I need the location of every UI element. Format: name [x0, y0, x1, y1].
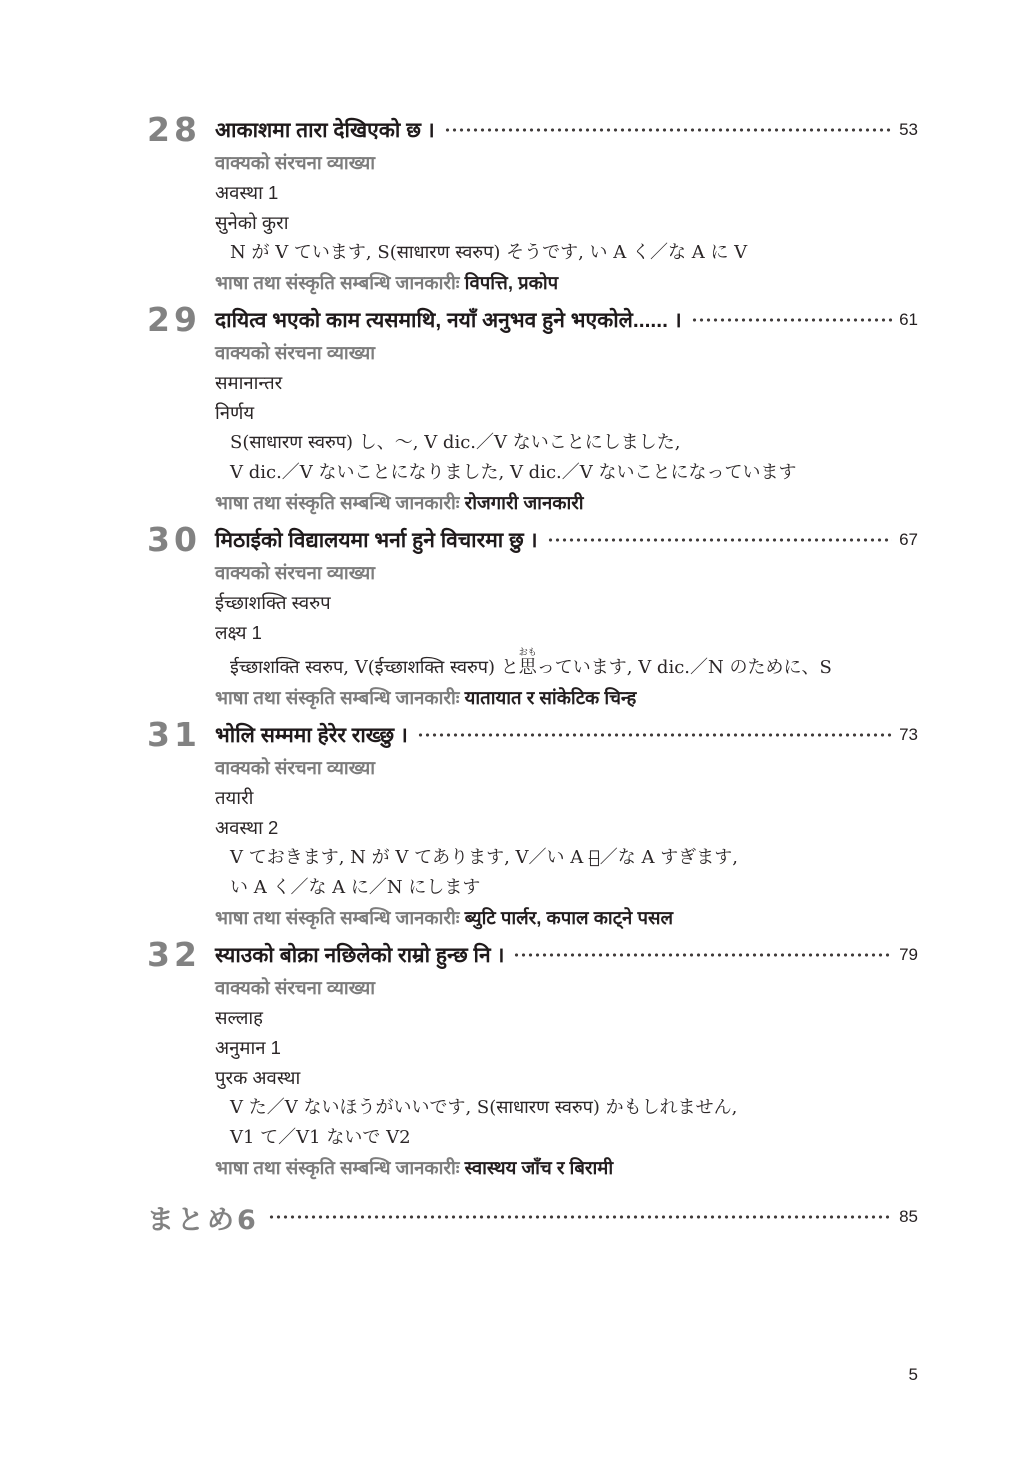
summary-page-number: 85 — [899, 1207, 918, 1226]
culture-info — [215, 903, 918, 933]
topic-label: पुरक अवस्था — [215, 1067, 301, 1088]
grammar-pattern: V1 て／V1 ないで V2 — [230, 1127, 411, 1148]
dotted-leader — [417, 731, 892, 739]
dotted-leader — [444, 126, 892, 134]
entry-content — [215, 717, 918, 933]
toc-entry — [147, 522, 918, 713]
topic-label: सुनेको कुरा — [215, 212, 289, 233]
culture-info-value: स्वास्थय जाँच र बिरामी — [464, 1157, 614, 1178]
pattern-text-pre: ईच्छाशक्ति स्वरुप, V(ईच्छाशक्ति स्वरुप) と — [230, 657, 519, 678]
entry-page-number: 61 — [899, 310, 918, 329]
dotted-leader — [547, 536, 893, 544]
topic-label: निर्णय — [215, 402, 255, 423]
topic-label: अवस्था 1 — [215, 182, 279, 203]
entry-title: भोलि सम्ममा हेरेर राख्छु । — [215, 724, 408, 747]
grammar-pattern — [215, 648, 918, 683]
grammar-pattern: V ておきます, N が V てあります, V／い A い̶／な A すぎます, — [230, 847, 738, 868]
entry-number: 28 — [147, 110, 201, 149]
entry-content — [215, 302, 918, 518]
culture-info — [215, 268, 918, 298]
structure-explanation-label: वाक्यको संरचना व्याख्या — [215, 562, 376, 583]
topic-label: समानान्तर — [215, 372, 283, 393]
entry-page-number: 53 — [899, 120, 918, 139]
culture-info-label: भाषा तथा संस्कृति सम्बन्धि जानकारीः — [215, 1157, 460, 1178]
grammar-pattern: V た／V ないほうがいいです, S(साधारण स्वरुप) かもしれません, — [230, 1097, 738, 1118]
culture-info — [215, 488, 918, 518]
entry-number: 30 — [147, 520, 201, 559]
entry-title: मिठाईको विद्यालयमा भर्ना हुने विचारमा छु । — [215, 529, 538, 552]
entry-number: 31 — [147, 715, 201, 754]
toc-entry — [147, 302, 918, 518]
entry-title-row — [215, 112, 918, 148]
kanji-with-furigana — [518, 648, 537, 678]
entry-content — [215, 522, 918, 713]
entry-content — [215, 937, 918, 1183]
toc-entry — [147, 937, 918, 1183]
topic-label: अनुमान 1 — [215, 1037, 281, 1058]
entry-page-number: 67 — [899, 530, 918, 549]
entry-page-number: 73 — [899, 725, 918, 744]
culture-info-value: ब्युटि पार्लर, कपाल काट्ने पसल — [464, 907, 674, 928]
entry-title: आकाशमा तारा देखिएको छ । — [215, 119, 435, 142]
topic-label: ईच्छाशक्ति स्वरुप — [215, 592, 331, 613]
entry-title-row — [215, 717, 918, 753]
entry-title-row — [215, 302, 918, 338]
grammar-pattern: V dic.／V ないことになりました, V dic.／V ないことになっています — [230, 462, 797, 483]
culture-info-label: भाषा तथा संस्कृति सम्बन्धि जानकारीः — [215, 687, 460, 708]
culture-info-label: भाषा तथा संस्कृति सम्बन्धि जानकारीः — [215, 907, 460, 928]
entry-title: दायित्व भएको काम त्यसमाथि, नयाँ अनुभव हुने भएकोले...... । — [215, 309, 682, 332]
grammar-pattern: い A く／な A に／N にします — [230, 877, 481, 898]
structure-explanation-label: वाक्यको संरचना व्याख्या — [215, 757, 376, 778]
toc-entry — [147, 112, 918, 298]
grammar-pattern: N が V ています, S(साधारण स्वरुप) そうです, い A く／な A に V — [230, 242, 748, 263]
structure-explanation-label: वाक्यको संरचना व्याख्या — [215, 342, 376, 363]
entry-title-row — [215, 522, 918, 558]
culture-info-label: भाषा तथा संस्कृति सम्बन्धि जानकारीः — [215, 272, 460, 293]
culture-info-value: विपत्ति, प्रकोप — [464, 272, 559, 293]
page-number-footer: 5 — [908, 1365, 918, 1384]
toc-entries — [147, 112, 918, 1183]
entry-title: स्याउको बोक्रा नछिलेको राम्रो हुन्छ नि । — [215, 944, 505, 967]
entry-number: 29 — [147, 300, 201, 339]
topic-label: सल्लाह — [215, 1007, 264, 1028]
culture-info-label: भाषा तथा संस्कृति सम्बन्धि जानकारीः — [215, 492, 460, 513]
structure-explanation-label: वाक्यको संरचना व्याख्या — [215, 977, 376, 998]
entry-content — [215, 112, 918, 298]
entry-page-number: 79 — [899, 945, 918, 964]
culture-info — [215, 683, 918, 713]
furigana: おも — [518, 648, 537, 658]
topic-label: लक्ष्य 1 — [215, 622, 262, 643]
pattern-text-post: っています, V dic.／N のために、S — [536, 657, 832, 678]
topic-label: तयारी — [215, 787, 254, 808]
culture-info-value: यातायात र सांकेटिक चिन्ह — [464, 687, 637, 708]
grammar-pattern: S(साधारण स्वरुप) し、～, V dic.／V ないことにしました, — [230, 432, 681, 453]
structure-explanation-label: वाक्यको संरचना व्याख्या — [215, 152, 376, 173]
toc-entry — [147, 717, 918, 933]
kanji-base: 思 — [518, 657, 537, 678]
entry-title-row — [215, 937, 918, 973]
dotted-leader — [513, 951, 892, 959]
entry-number: 32 — [147, 935, 201, 974]
culture-info — [215, 1153, 918, 1183]
culture-info-value: रोजगारी जानकारी — [464, 492, 584, 513]
summary-label: まとめ6 — [147, 1204, 259, 1236]
topic-label: अवस्था 2 — [215, 817, 279, 838]
dotted-leader — [268, 1213, 892, 1221]
summary-row — [147, 1197, 918, 1237]
dotted-leader — [691, 316, 892, 324]
